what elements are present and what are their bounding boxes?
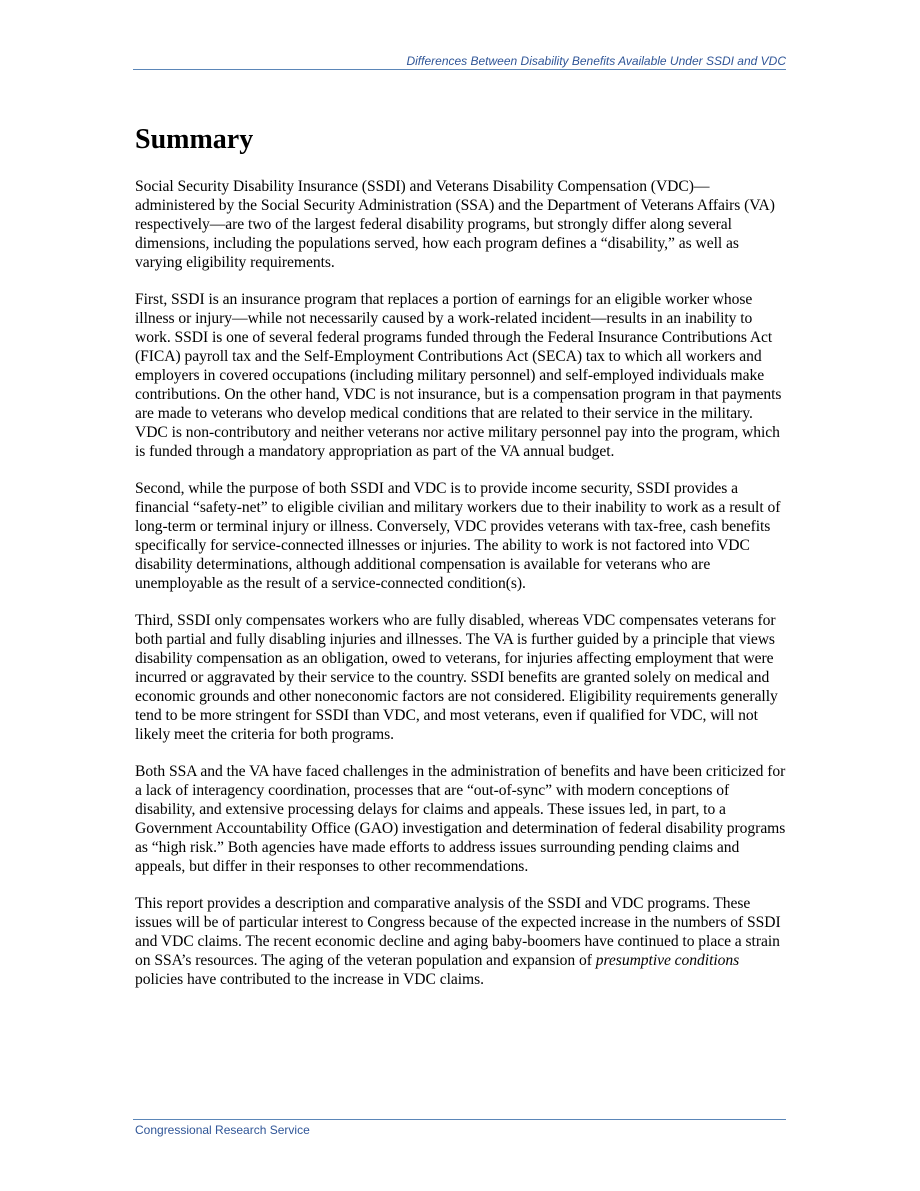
- paragraph-intro: Social Security Disability Insurance (SSDI) and Veterans Disability Compensation (VDC)—administered by the Social Security Administration (SSA) and the Department of Veterans Affairs (VA) respectively—are two of the largest federal disability programs, but strongly differ along several dimensions, including the populations served, how each program defines a “disability,” as well as varying eligibility requirements.: [135, 178, 775, 271]
- paragraph-report-italic-term: presumptive conditions: [595, 952, 740, 969]
- paragraph-challenges: Both SSA and the VA have faced challenges in the administration of benefits and have been criticized for a lack of interagency coordination, processes that are “out-of-sync” with modern conceptions of disability, and extensive processing delays for claims and appeals. These issues led, in part, to a Government Accountability Office (GAO) investigation and determination of federal disability programs as “high risk.” Both agencies have made efforts to address issues surrounding pending claims and appeals, but differ in their responses to other recommendations.: [135, 763, 786, 875]
- paragraph-report-text-end: policies have contributed to the increase in VDC claims.: [135, 971, 484, 988]
- footer-divider: [133, 1119, 786, 1120]
- paragraph-report: [135, 894, 786, 989]
- paragraph-second: Second, while the purpose of both SSDI and VDC is to provide income security, SSDI provides a financial “safety-net” to eligible civilian and military workers due to their inability to work as a result of long-term or terminal injury or illness. Conversely, VDC provides veterans with tax-free, cash benefits specifically for service-connected illnesses or injuries. The ability to work is not factored into VDC disability determinations, although additional compensation is available for veterans who are unemployable as the result of a service-connected condition(s).: [135, 480, 781, 592]
- footer-source: Congressional Research Service: [135, 1123, 310, 1137]
- paragraph-third: Third, SSDI only compensates workers who are fully disabled, whereas VDC compensates veterans for both partial and fully disabling injuries and illnesses. The VA is further guided by a principle that views disability compensation as an obligation, owed to veterans, for injuries affecting employment that were incurred or aggravated by their service to the country. SSDI benefits are granted solely on medical and economic grounds and other noneconomic factors are not considered. Eligibility requirements generally tend to be more stringent for SSDI than VDC, and most veterans, even if qualified for VDC, will not likely meet the criteria for both programs.: [135, 612, 778, 743]
- paragraph-first: First, SSDI is an insurance program that replaces a portion of earnings for an eligible worker whose illness or injury—while not necessarily caused by a work-related incident—results in an inability to work. SSDI is one of several federal programs funded through the Federal Insurance Contributions Act (FICA) payroll tax and the Self-Employment Contributions Act (SECA) tax to which all workers and employers in covered occupations (including military personnel) and self-employed individuals make contributions. On the other hand, VDC is not insurance, but is a compensation program in that payments are made to veterans who develop medical conditions that are related to their service in the military. VDC is non-contributory and neither veterans nor active military personnel pay into the program, which is funded through a mandatory appropriation as part of the VA annual budget.: [135, 291, 782, 460]
- summary-body: [135, 177, 786, 1007]
- page-title: Summary: [135, 124, 254, 155]
- paragraph-report-text-start: This report provides a description and comparative analysis of the SSDI and VDC programs. These issues will be of particular interest to Congress because of the expected increase in the numbers of SSDI and VDC claims. The recent economic decline and aging baby-boomers have continued to place a strain on SSA’s resources. The aging of the veteran population and expansion of: [135, 895, 781, 969]
- header-divider: [133, 69, 786, 70]
- running-header: Differences Between Disability Benefits Available Under SSDI and VDC: [406, 54, 786, 68]
